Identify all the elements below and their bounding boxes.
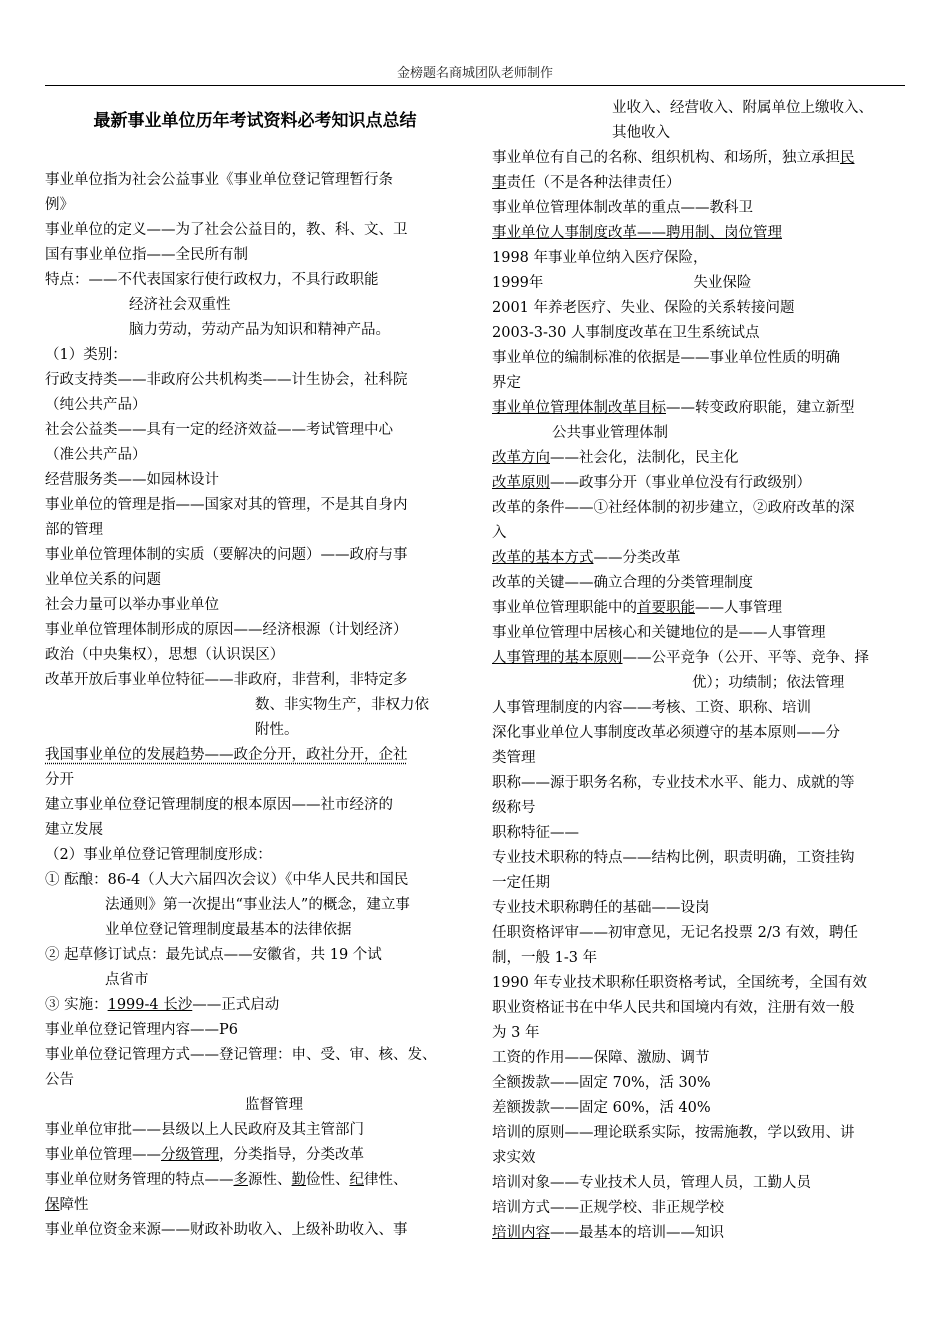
text-line: 2001 年养老医疗、失业、保险的关系转接问题 — [492, 300, 795, 316]
underlined-text: 分级管理 — [161, 1147, 219, 1163]
underlined-text: 人事管理的基本原则 — [492, 650, 623, 666]
text-line: 差额拨款——固定 60%，活 40% — [492, 1100, 711, 1116]
text-line: 监督管理 — [245, 1097, 303, 1113]
text-line: 建立事业单位登记管理制度的根本原因——社市经济的 — [45, 797, 393, 813]
text-line: 特点：——不代表国家行使行政权力，不具行政职能 — [45, 272, 379, 288]
text-line — [492, 596, 912, 621]
text-line: 事业单位管理体制形成的原因——经济根源（计划经济） — [45, 622, 408, 638]
text-line: 国有事业单位指——全民所有制 — [45, 247, 248, 263]
text-line: （1）类别： — [45, 347, 127, 363]
text-line: 一定任期 — [492, 875, 550, 891]
text-line: 经营服务类——如园林设计 — [45, 472, 219, 488]
text-line: 优）；功绩制；依法管理 — [692, 675, 845, 691]
text-line: 事业单位指为社会公益事业《事业单位登记管理暂行条 — [45, 172, 393, 188]
text-line: 附性。 — [255, 722, 299, 738]
text-line: 政治（中央集权），思想（认识误区） — [45, 647, 285, 663]
text-segment: 事业单位管理—— — [45, 1147, 161, 1163]
text-line — [45, 1168, 465, 1193]
underlined-text: 首要职能 — [637, 600, 695, 616]
text-line — [492, 171, 912, 196]
text-line: （纯公共产品） — [45, 397, 147, 413]
text-line: 培训对象——专业技术人员，管理人员，工勤人员 — [492, 1175, 811, 1191]
text-segment: 源性、 — [248, 1172, 292, 1188]
spacer — [45, 146, 465, 168]
text-segment: 事业单位有自己的名称、组织机构、和场所，独立承担 — [492, 150, 840, 166]
text-line: 界定 — [492, 375, 521, 391]
text-segment: ，分类指导，分类改革 — [219, 1147, 364, 1163]
text-line: 2003-3-30 人事制度改革在卫生系统试点 — [492, 325, 760, 341]
text-line: 事业单位资金来源——财政补助收入、上级补助收入、事 — [45, 1222, 408, 1238]
text-line: 分开 — [45, 772, 74, 788]
text-segment: 责任（不是各种法律责任） — [506, 175, 681, 191]
text-line: 法通则》第一次提出“事业法人”的概念，建立事 — [105, 897, 410, 913]
text-line: ② 起草修订试点：最先试点——安徽省，共 19 个试 — [45, 947, 382, 963]
text-segment: ——人事管理 — [695, 600, 782, 616]
text-line: 脑力劳动，劳动产品为知识和精神产品。 — [129, 322, 390, 338]
text-segment: 1999年 — [492, 275, 544, 291]
document-title: 最新事业单位历年考试资料必考知识点总结 — [93, 111, 417, 131]
text-line: 改革开放后事业单位特征——非政府，非营利，非特定多 — [45, 672, 408, 688]
text-line — [492, 146, 912, 171]
text-line: 工资的作用——保障、激励、调节 — [492, 1050, 710, 1066]
text-line: 职业资格证书在中华人民共和国境内有效，注册有效一般 — [492, 1000, 855, 1016]
text-segment: ——分类改革 — [593, 550, 681, 566]
text-line: 业单位关系的问题 — [45, 572, 161, 588]
text-line: 职称——源于职务名称，专业技术水平、能力、成就的等 — [492, 775, 855, 791]
text-line — [45, 1143, 465, 1168]
underlined-text: 事 — [492, 175, 507, 191]
text-segment: ——正式启动 — [192, 997, 280, 1013]
underlined-text: 勤 — [291, 1172, 306, 1188]
text-segment: 事业单位管理职能中的 — [492, 600, 637, 616]
underlined-text: 改革的基本方式 — [492, 550, 594, 566]
header-rule — [45, 85, 905, 86]
underlined-text: 保 — [45, 1197, 60, 1213]
text-line: 改革的条件——①社经体制的初步建立，②政府改革的深 — [492, 500, 855, 516]
underlined-text: 培训内容 — [492, 1225, 550, 1241]
text-line: 入 — [492, 525, 507, 541]
text-line: 事业单位管理体制的实质（要解决的问题）——政府与事 — [45, 547, 408, 563]
text-line: 业单位登记管理制度最基本的法律依据 — [105, 922, 352, 938]
text-line: 深化事业单位人事制度改革必须遵守的基本原则——分 — [492, 725, 840, 741]
underlined-text: 民 — [840, 150, 855, 166]
text-line: 事业单位审批——县级以上人民政府及其主管部门 — [45, 1122, 364, 1138]
text-line — [492, 271, 912, 296]
underlined-text: 1999-4 长沙 — [107, 997, 193, 1013]
text-line: 社会力量可以举办事业单位 — [45, 597, 219, 613]
text-segment: ③ 实施： — [45, 997, 108, 1013]
text-line: 事业单位登记管理方式——登记管理：申、受、审、核、发、 — [45, 1047, 437, 1063]
text-line: 建立发展 — [45, 822, 103, 838]
text-line: 1998 年事业单位纳入医疗保险， — [492, 250, 708, 266]
text-line: 任职资格评审——初审意见，无记名投票 2/3 有效，聘任 — [492, 925, 859, 941]
text-line: 数、非实物生产，非权力依 — [255, 697, 429, 713]
text-line — [45, 993, 465, 1018]
text-line: 人事管理制度的内容——考核、工资、职称、培训 — [492, 700, 811, 716]
text-line: 其他收入 — [612, 125, 670, 141]
underlined-text: 多 — [233, 1172, 248, 1188]
text-segment: 俭性、 — [306, 1172, 350, 1188]
text-line: 例》 — [45, 197, 74, 213]
text-line: 我国事业单位的发展趋势——政企分开，政社分开，企社 — [45, 747, 408, 763]
text-line: 求实效 — [492, 1150, 536, 1166]
text-line — [492, 471, 912, 496]
text-segment: 律性、 — [364, 1172, 408, 1188]
page-header: 金榜题名商城团队老师制作 — [396, 66, 553, 81]
text-line: （2）事业单位登记管理制度形成： — [45, 847, 272, 863]
underlined-text: 改革原则 — [492, 475, 550, 491]
text-line: 1990 年专业技术职称任职资格考试，全国统考，全国有效 — [492, 975, 868, 991]
text-line: 行政支持类——非政府公共机构类——计生协会，社科院 — [45, 372, 408, 388]
right-column — [492, 96, 912, 1246]
text-segment: 事业单位财务管理的特点—— — [45, 1172, 234, 1188]
text-line: 为 3 年 — [492, 1025, 540, 1041]
text-line: 事业单位登记管理内容——P6 — [45, 1022, 238, 1038]
text-line — [492, 446, 912, 471]
text-line: 经济社会双重性 — [129, 297, 231, 313]
text-segment: ——转变政府职能，建立新型 — [666, 400, 855, 416]
text-line: 事业单位管理体制改革的重点——教科卫 — [492, 200, 753, 216]
text-line: 专业技术职称的特点——结构比例，职责明确，工资挂钩 — [492, 850, 855, 866]
text-segment: ——社会化，法制化，民主化 — [550, 450, 739, 466]
left-column — [45, 96, 465, 1243]
text-line: 专业技术职称聘任的基础——设岗 — [492, 900, 710, 916]
text-line: 社会公益类——具有一定的经济效益——考试管理中心 — [45, 422, 393, 438]
text-line: 培训的原则——理论联系实际，按需施教，学以致用、讲 — [492, 1125, 855, 1141]
text-line: 类管理 — [492, 750, 536, 766]
text-line — [492, 646, 912, 671]
text-line: 事业单位的定义——为了社会公益目的，教、科、文、卫 — [45, 222, 408, 238]
text-line: 事业单位管理中居核心和关键地位的是——人事管理 — [492, 625, 826, 641]
text-line: 事业单位人事制度改革——聘用制、岗位管理 — [492, 225, 782, 241]
text-line: 培训方式——正规学校、非正规学校 — [492, 1200, 724, 1216]
text-line — [45, 1193, 465, 1218]
text-line: （准公共产品） — [45, 447, 147, 463]
text-line: 事业单位的编制标准的依据是——事业单位性质的明确 — [492, 350, 840, 366]
text-line: 全额拨款——固定 70%，活 30% — [492, 1075, 711, 1091]
underlined-text: 改革方向 — [492, 450, 550, 466]
text-line: 公告 — [45, 1072, 74, 1088]
text-line: 点省市 — [105, 972, 149, 988]
text-line: 级称号 — [492, 800, 536, 816]
underlined-text: 事业单位管理体制改革目标 — [492, 400, 666, 416]
text-segment: 障性 — [59, 1197, 89, 1213]
text-line — [492, 546, 912, 571]
text-line: 制，一般 1-3 年 — [492, 950, 598, 966]
text-line: 事业单位的管理是指——国家对其的管理，不是其自身内 — [45, 497, 408, 513]
text-line: 公共事业管理体制 — [552, 425, 668, 441]
underlined-text: 纪 — [349, 1172, 364, 1188]
text-line: 部的管理 — [45, 522, 103, 538]
text-segment: ——公平竞争（公开、平等、竞争、择 — [622, 650, 869, 666]
text-line: ① 酝酿：86-4（人大六届四次会议）《中华人民共和国民 — [45, 872, 409, 888]
text-line: 改革的关键——确立合理的分类管理制度 — [492, 575, 753, 591]
text-line: 业收入、经营收入、附属单位上缴收入、 — [612, 100, 873, 116]
text-line — [492, 396, 912, 421]
text-segment: 失业保险 — [693, 275, 752, 291]
text-line — [492, 1221, 912, 1246]
text-segment: ——最基本的培训——知识 — [550, 1225, 724, 1241]
text-segment: ——政事分开（事业单位没有行政级别） — [550, 475, 811, 491]
text-line: 职称特征—— — [492, 825, 579, 841]
